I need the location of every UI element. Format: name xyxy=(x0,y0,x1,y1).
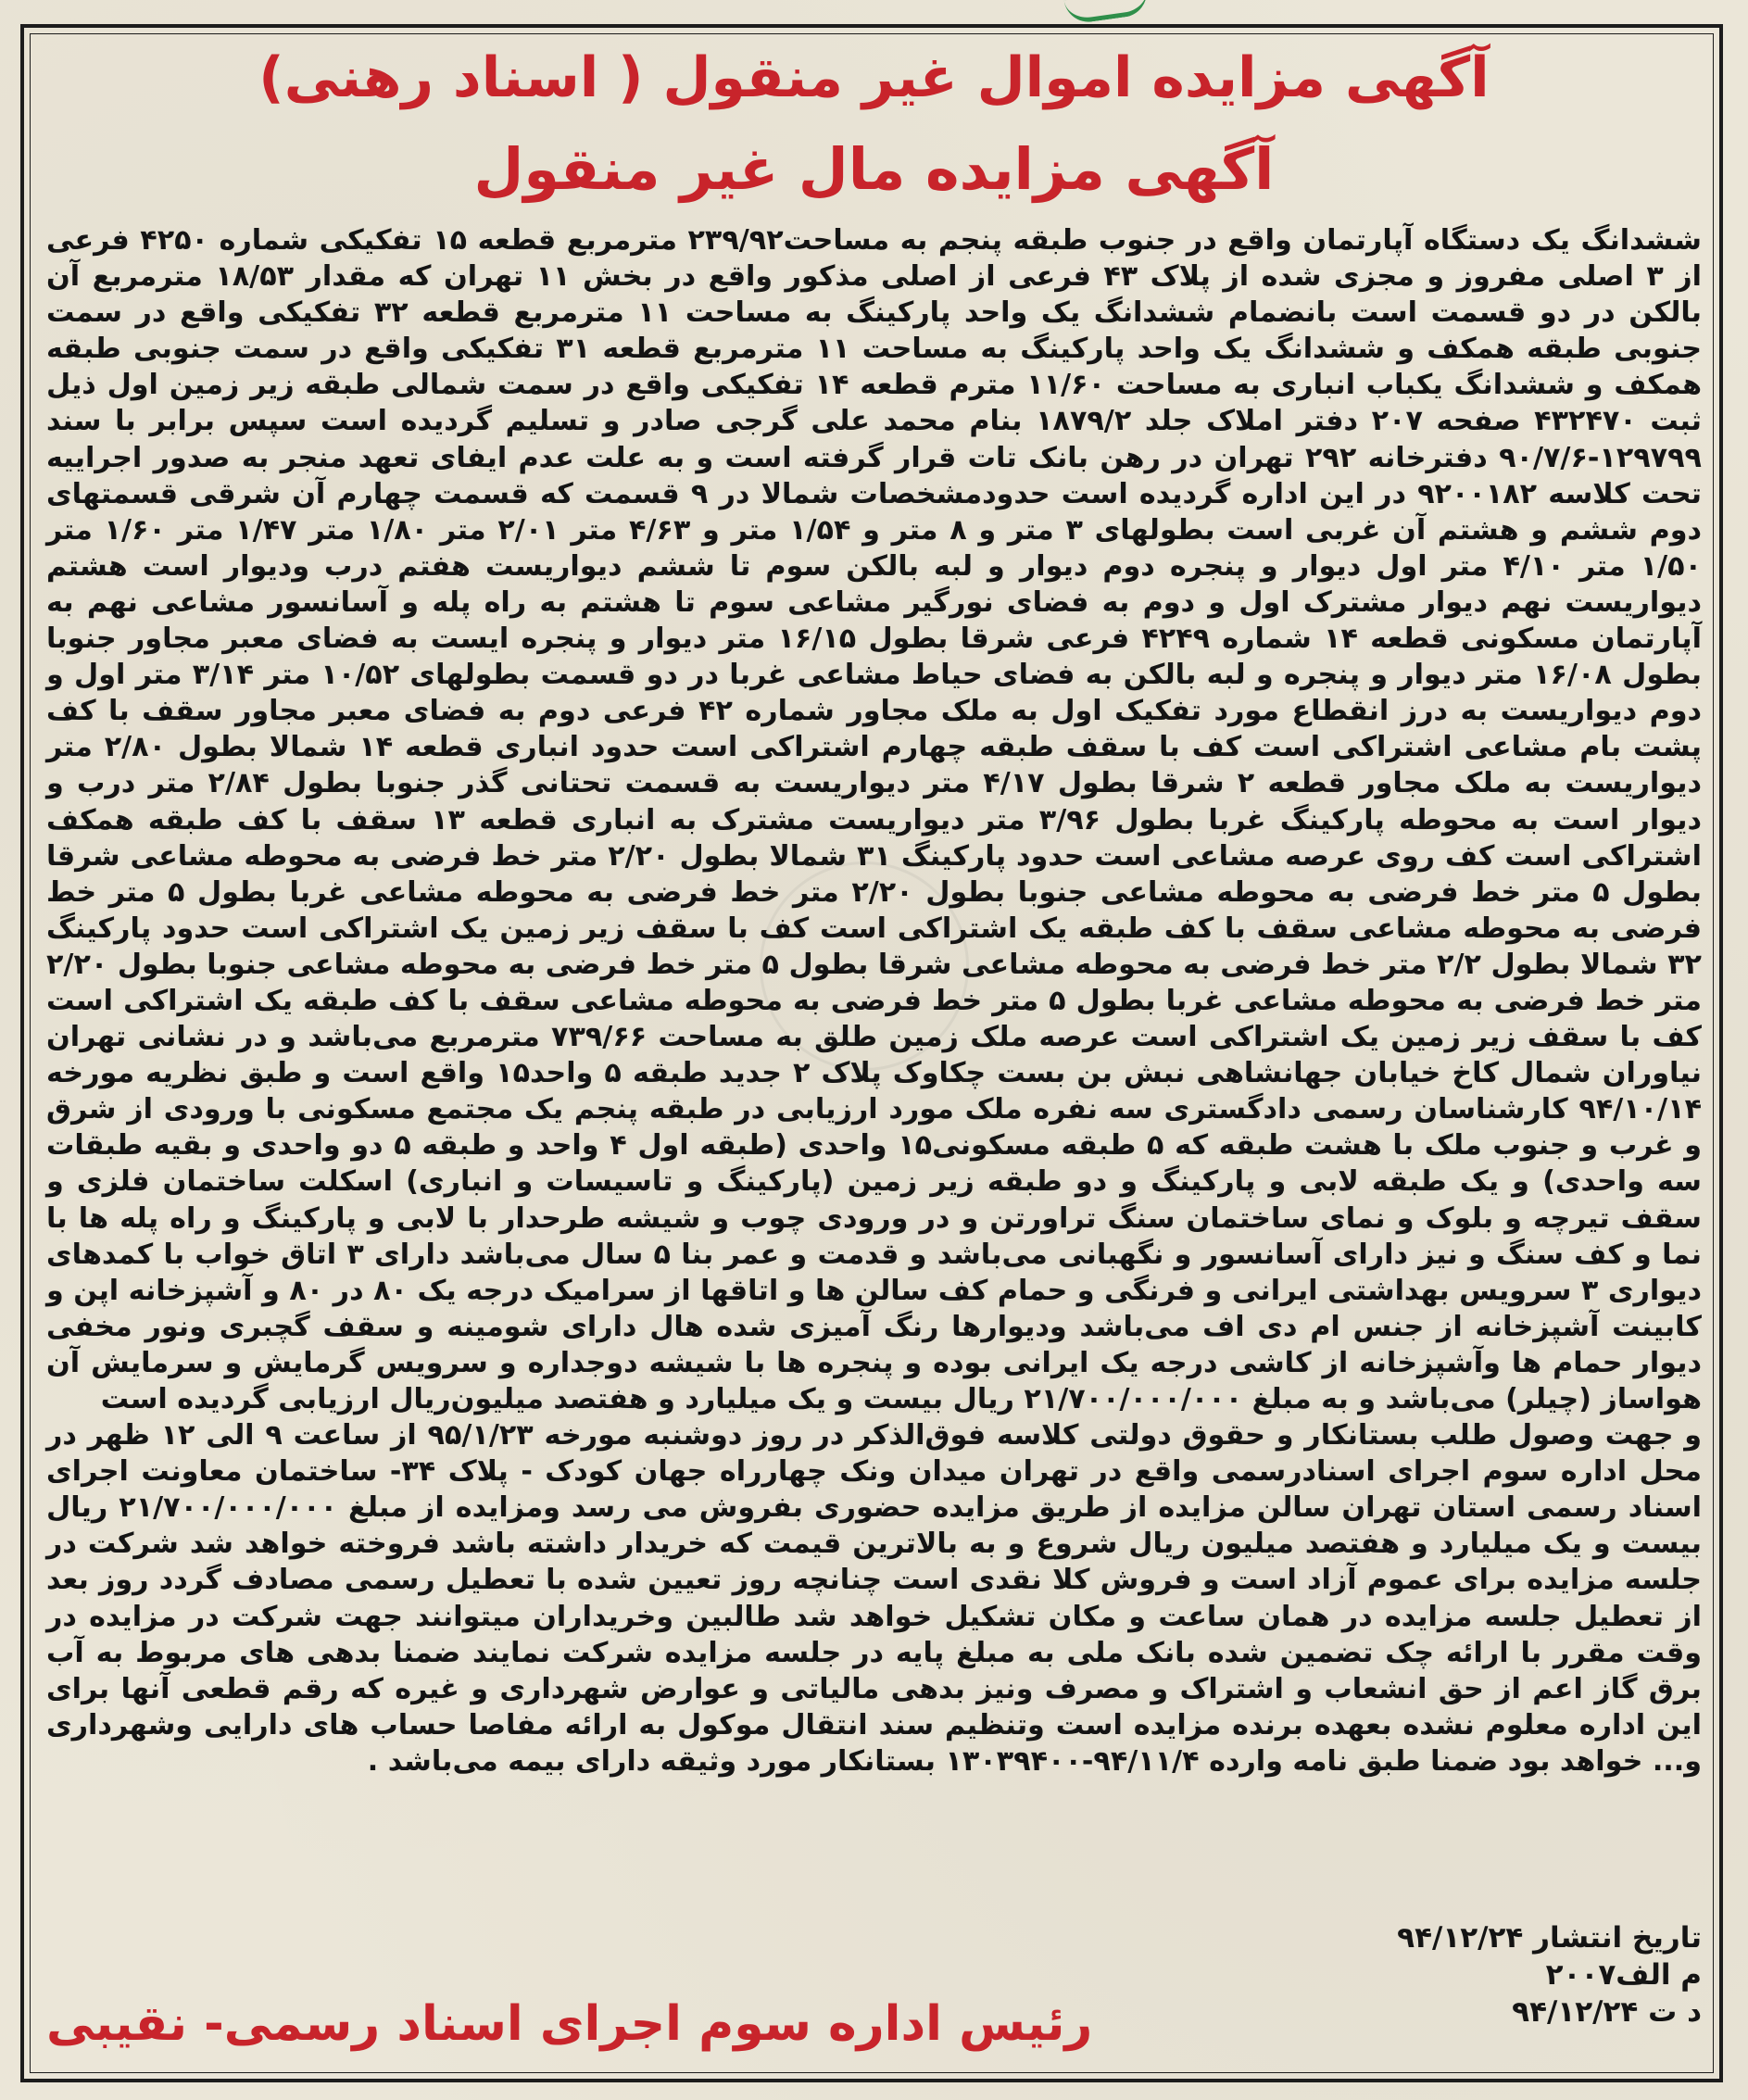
notice-footer xyxy=(37,1919,1702,2077)
reference-code: م الف۲۰۰۷ xyxy=(1545,1958,1702,1992)
dt-date: د ت ۹۴/۱۲/۲۴ xyxy=(1512,1995,1702,2029)
signature-line: رئیس اداره سوم اجرای اسناد رسمی- نقیبی xyxy=(46,1996,1093,2052)
body-paragraph-property-description: ششدانگ یک دستگاه آپارتمان واقع در جنوب طبقه پنجم به مساحت۲۳۹/۹۲ مترمربع قطعه ۱۵ تفکیکی شماره ۴۲۵۰ فرعی از ۳ اصلی مفروز و مجزی شده از پلاک ۴۳ فرعی از اصلی مذکور واقع در بخش ۱۱ تهران که مقدار ۱۸/۵۳ مترمربع آن بالکن در دو قسمت است بانضمام ششدانگ یک واحد پارکینگ به مساحت ۱۱ مترمربع قطعه ۳۲ تفکیکی واقع در سمت جنوبی طبقه همکف و ششدانگ یک واحد پارکینگ به مساحت ۱۱ مترمربع قطعه ۳۱ تفکیکی واقع در سمت جنوبی طبقه همکف و ششدانگ یکباب انباری به مساحت ۱۱/۶۰ مترم قطعه ۱۴ تفکیکی واقع در سمت شمالی طبقه زیر زمین اول ذیل ثبت ۴۳۲۴۷۰ صفحه ۲۰۷ دفتر املاک جلد ۱۸۷۹/۲ بنام محمد علی گرجی صادر و تسلیم گردیده است سپس برابر با سند ۱۲۹۷۹۹-۹۰/۷/۶ دفترخانه ۲۹۲ تهران در رهن بانک تات قرار گرفته است و به علت عدم ایفای تعهد منجر به صدور اجراییه تحت کلاسه ۹۲۰۰۱۸۲ در این اداره گردیده است حدودمشخصات شمالا در ۹ قسمت که قسمت چهارم آن شرقی قسمتهای دوم ششم و هشتم آن غربی است بطولهای ۳ متر و ۸ متر و ۱/۵۴ متر و ۴/۶۳ متر ۲/۰۱ متر ۱/۸۰ متر ۱/۴۷ متر ۱/۶۰ متر ۱/۵۰ متر ۴/۱۰ متر اول دیوار و پنجره دوم دیوار و لبه بالکن سوم تا ششم دیواریست هفتم درب ودیوار است هشتم دیواریست نهم دیوار مشترک اول و دوم به فضای نورگیر مشاعی سوم تا هشتم به راه پله و آسانسور مشاعی نهم به آپارتمان مسکونی قطعه ۱۴ شماره ۴۲۴۹ فرعی شرقا بطول ۱۶/۱۵ متر دیوار و پنجره ایست به فضای معبر مجاور جنوبا بطول ۱۶/۰۸ متر دیوار و پنجره و لبه بالکن به فضای حیاط مشاعی غربا در دو قسمت بطولهای ۱۰/۵۲ متر ۳/۱۴ متر اول و دوم دیواریست به درز انقطاع مورد تفکیک اول به ملک مجاور شماره ۴۲ فرعی دوم به فضای معبر مجاور سقف با کف پشت بام مشاعی اشتراکی است کف با سقف طبقه چهارم اشتراکی است حدود انباری قطعه ۱۴ شمالا بطول ۲/۸۰ متر دیواریست به ملک مجاور قطعه ۲ شرقا بطول ۴/۱۷ متر دیواریست به قسمت تحتانی گذر جنوبا بطول ۲/۸۴ متر درب و دیوار است به محوطه پارکینگ غربا بطول ۳/۹۶ متر دیواریست مشترک به انباری قطعه ۱۳ سقف با کف طبقه همکف اشتراکی است کف روی عرصه مشاعی است حدود پارکینگ ۳۱ شمالا بطول ۲/۲۰ متر خط فرضی به محوطه مشاعی شرقا بطول ۵ متر خط فرضی به محوطه مشاعی جنوبا بطول ۲/۲۰ متر خط فرضی به محوطه مشاعی غربا بطول ۵ متر خط فرضی به محوطه مشاعی سقف با کف طبقه یک اشتراکی است کف با سقف زیر زمین یک اشتراکی است حدود پارکینگ ۳۲ شمالا بطول ۲/۲ متر خط فرضی به محوطه مشاعی شرقا بطول ۵ متر خط فرضی به محوطه مشاعی جنوبا بطول ۲/۲۰ متر خط فرضی به محوطه مشاعی غربا بطول ۵ متر خط فرضی به محوطه مشاعی سقف با کف طبقه یک اشتراکی است کف با سقف زیر زمین یک اشتراکی است عرصه ملک زمین طلق به مساحت ۷۳۹/۶۶ مترمربع می‌باشد و در نشانی تهران نیاوران شمال کاخ خیابان جهانشاهی نبش بن بست چکاوک پلاک ۲ جدید طبقه ۵ واحد۱۵ واقع است و طبق نظریه مورخه ۹۴/۱۰/۱۴ کارشناسان رسمی دادگستری سه نفره ملک مورد ارزیابی در طبقه پنجم یک مجتمع مسکونی با ورودی از شرق و غرب و جنوب ملک با هشت طبقه که ۵ طبقه مسکونی۱۵ واحدی (طبقه اول ۴ واحد و طبقه ۵ دو واحدی و بقیه طبقات سه واحدی) و یک طبقه لابی و پارکینگ و دو طبقه زیر زمین (پارکینگ و تاسیسات و انباری) اسکلت ساختمان فلزی و سقف تیرچه و بلوک و نمای ساختمان سنگ تراورتن و در ورودی چوب و شیشه طرحدار با لابی و پارکینگ و راه پله ها با نما و کف سنگ و نیز دارای آسانسور و نگهبانی می‌باشد و قدمت و عمر بنا ۵ سال می‌باشد دارای ۳ اتاق خواب با کمدهای دیواری ۳ سرویس بهداشتی ایرانی و فرنگی و حمام کف سالن ها و اتاقها از سرامیک درجه یک ۸۰ در ۸۰ و آشپزخانه اپن و کابینت آشپزخانه از جنس ام دی اف می‌باشد ودیوارها رنگ آمیزی شده هال دارای شومینه و سقف گچبری ونور مخفی دیوار حمام ها وآشپزخانه از کاشی درجه یک ایرانی بوده و پنجره ها با شیشه دوجداره و سرویس گرمایش و سرمایش آن هواساز (چیلر) می‌باشد و به مبلغ ۲۱/۷۰۰/۰۰۰/۰۰۰ ریال بیست و یک میلیارد و هفتصد میلیون‌ریال ارزیابی گردیده است xyxy=(46,224,1703,1415)
publish-date: تاریخ انتشار ۹۴/۱۲/۲۴ xyxy=(1397,1921,1702,1955)
publication-meta xyxy=(1397,1919,1702,2031)
notice-subtitle: آگهی مزایده مال غیر منقول xyxy=(473,135,1275,203)
body-paragraph-auction-terms: و جهت وصول طلب بستانکار و حقوق دولتی کلاسه فوق‌الذکر در روز دوشنبه مورخه ۹۵/۱/۲۳ از ساعت ۹ الی ۱۲ ظهر در محل اداره سوم اجرای اسنادرسمی واقع در تهران میدان ونک چهارراه جهان کودک - پلاک ۳۴- ساختمان معاونت اجرای اسناد رسمی استان تهران سالن مزایده از طریق مزایده حضوری بفروش می رسد ومزایده از مبلغ ۲۱/۷۰۰/۰۰۰/۰۰۰ ریال بیست و یک میلیارد و هفتصد میلیون ریال شروع و به بالاترین قیمت که خریدار داشته باشد فروخته خواهد شد شرکت در جلسه مزایده برای عموم آزاد است و فروش کلا نقدی است چنانچه روز تعیین شده با تعطیل رسمی مصادف گردد روز بعد از تعطیل جلسه مزایده در همان ساعت و مکان تشکیل خواهد شد طالبین وخریداران میتوانند جهت شرکت در مزایده در وقت مقرر با ارائه چک تضمین شده بانک ملی به مبلغ پایه در جلسه مزایده شرکت نمایند ضمنا بدهی های مربوط به آب برق گاز اعم از حق انشعاب و اشتراک و مصرف ونیز بدهی مالیاتی و عوارض شهرداری و غیره که رقم قطعی آنها برای این اداره معلوم نشده بعهده برنده مزایده است وتنظیم سند انتقال موکول به ارائه مفاصا حساب های دارایی وشهرداری و... خواهد بود ضمنا طبق نامه وارده ۹۴/۱۱/۴-۱۳۰۳۹۴۰۰ بستانکار مورد وثیقه دارای بیمه می‌باشد . xyxy=(46,1419,1703,1778)
notice-title: آگهی مزایده اموال غیر منقول ( اسناد رهنی) xyxy=(258,45,1490,110)
notice-body xyxy=(46,222,1702,1779)
green-pen-mark xyxy=(1064,0,1151,25)
